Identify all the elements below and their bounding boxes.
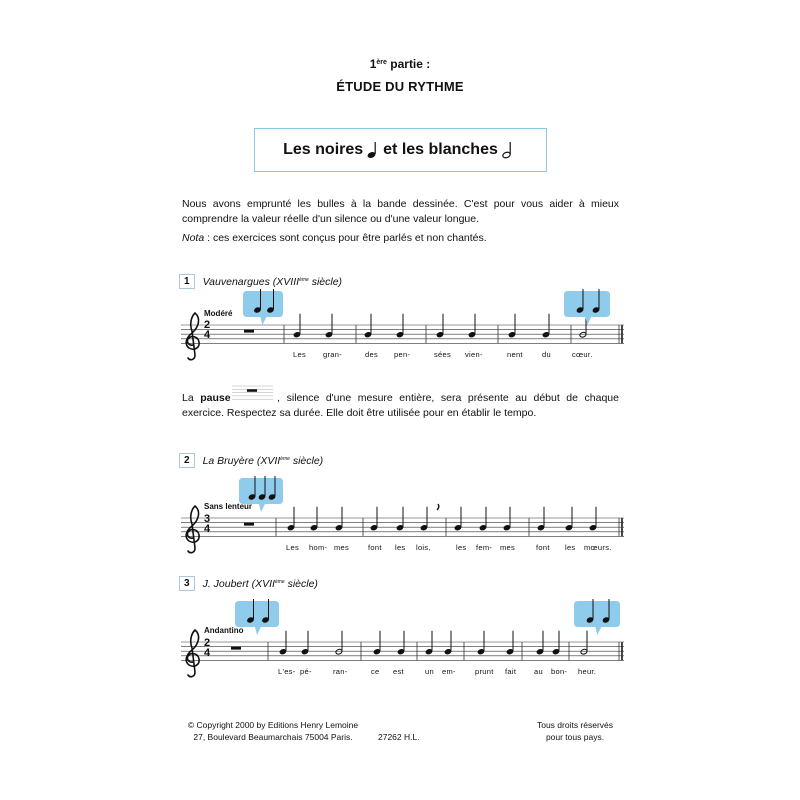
lesson-title-part1: Les noires bbox=[283, 141, 364, 158]
time-signature: 2 4 bbox=[204, 319, 211, 341]
quarter-note-icon bbox=[325, 314, 333, 338]
quarter-note-icon bbox=[542, 314, 550, 338]
quarter-note-icon bbox=[420, 507, 428, 531]
quarter-note-icon bbox=[454, 507, 462, 531]
lyric-syllable: Les bbox=[286, 543, 299, 552]
quarter-note-icon bbox=[444, 631, 452, 655]
lyric-syllable: un bbox=[425, 667, 434, 676]
quarter-note-icon bbox=[364, 314, 372, 338]
lyric-syllable: les bbox=[565, 543, 576, 552]
quarter-note-icon bbox=[301, 631, 309, 655]
exercise-composer: J. Joubert (XVIIème siècle) bbox=[202, 577, 318, 590]
part-heading: 1ère partie : bbox=[369, 57, 431, 71]
exercise-number: 2 bbox=[179, 453, 195, 468]
whole-rest-icon bbox=[232, 386, 273, 399]
lyric-syllable: est bbox=[393, 667, 404, 676]
exercise-number: 3 bbox=[179, 576, 195, 591]
quarter-note-icon bbox=[335, 507, 343, 531]
pause-paragraph: La pause , silence d'une mesure entière, sera présente au début de chaque exercice. Respectez sa durée. Elle doit être utilisée pour en établir le tempo. bbox=[182, 392, 619, 419]
quarter-note-icon bbox=[477, 631, 485, 655]
quarter-note-icon bbox=[468, 314, 476, 338]
whole-rest-icon bbox=[244, 330, 254, 333]
tempo-marking: Modéré bbox=[204, 309, 233, 318]
lyric-syllable: bon- bbox=[551, 667, 568, 676]
lyric-syllable: les bbox=[456, 543, 467, 552]
lyric-syllable: font bbox=[368, 543, 382, 552]
quarter-note-icon bbox=[536, 631, 544, 655]
lyric-syllable: fem- bbox=[476, 543, 493, 552]
lyric-syllable: les bbox=[395, 543, 406, 552]
staff-exercise-2 bbox=[181, 476, 624, 553]
exercise-composer: Vauvenargues (XVIIIème siècle) bbox=[202, 275, 343, 288]
lyric-syllable: mœurs. bbox=[584, 543, 612, 552]
time-signature: 3 4 bbox=[204, 513, 211, 535]
speech-bubble bbox=[574, 599, 620, 635]
treble-clef-icon bbox=[186, 313, 199, 360]
lyric-syllable: sées bbox=[434, 350, 452, 359]
lyric-syllable: Les bbox=[293, 350, 306, 359]
quarter-note-icon bbox=[396, 314, 404, 338]
lyric-syllable: hom- bbox=[309, 543, 328, 552]
whole-rest-icon bbox=[244, 523, 254, 526]
lyric-syllable: cœur. bbox=[572, 350, 593, 359]
quarter-note-icon bbox=[436, 314, 444, 338]
lyric-syllable: vien- bbox=[465, 350, 483, 359]
quarter-note-icon bbox=[287, 507, 295, 531]
quarter-note-icon bbox=[396, 507, 404, 531]
lyric-syllable: font bbox=[536, 543, 550, 552]
time-signature: 2 4 bbox=[204, 637, 211, 659]
lyric-syllable: pé- bbox=[300, 667, 312, 676]
lyric-syllable: du bbox=[542, 350, 551, 359]
exercise-composer: La Bruyère (XVIIème siècle) bbox=[202, 454, 324, 467]
lyric-syllable: ran- bbox=[333, 667, 348, 676]
staff-exercise-3 bbox=[181, 599, 624, 677]
tempo-marking: Andantino bbox=[204, 626, 244, 635]
exercise-number: 1 bbox=[179, 274, 195, 289]
lyric-syllable: prunt bbox=[475, 667, 494, 676]
treble-clef-icon bbox=[186, 630, 199, 677]
lyric-syllable: gran- bbox=[323, 350, 343, 359]
quarter-note-icon bbox=[589, 507, 597, 531]
lyric-syllable: mes bbox=[334, 543, 350, 552]
copyright-notice: © Copyright 2000 by Editions Henry Lemoine 27, Boulevard Beaumarchais 75004 Paris. bbox=[187, 720, 359, 742]
rights-notice: Tous droits réservés pour tous pays. bbox=[536, 720, 614, 742]
quarter-note-icon bbox=[293, 314, 301, 338]
quarter-note-icon bbox=[479, 507, 487, 531]
breath-mark-icon bbox=[437, 504, 439, 510]
nota-line: Nota : ces exercices sont conçus pour être parlés et non chantés. bbox=[182, 232, 487, 244]
lyric-syllable: lois, bbox=[416, 543, 431, 552]
lyric-syllable: mes bbox=[500, 543, 516, 552]
quarter-note-icon bbox=[565, 507, 573, 531]
tempo-marking: Sans lenteur bbox=[204, 502, 253, 511]
lyric-syllable: fait bbox=[505, 667, 517, 676]
quarter-note-icon bbox=[506, 631, 514, 655]
lyric-syllable: L'es- bbox=[278, 667, 296, 676]
quarter-note-icon bbox=[370, 507, 378, 531]
lyric-syllable: em- bbox=[442, 667, 456, 676]
speech-bubble bbox=[564, 289, 610, 325]
quarter-note-icon bbox=[552, 631, 560, 655]
lyric-syllable: au bbox=[534, 667, 543, 676]
quarter-note-icon bbox=[508, 314, 516, 338]
quarter-note-icon bbox=[397, 631, 405, 655]
lyric-syllable: pen- bbox=[394, 350, 411, 359]
intro-paragraph: Nous avons emprunté les bulles à la bande dessinée. C'est pour vous aider à mieux comprendre la valeur réelle d'un silence ou d'une valeur longue. bbox=[182, 198, 619, 225]
quarter-note-icon bbox=[279, 631, 287, 655]
lyric-syllable: nent bbox=[507, 350, 523, 359]
catalog-number: 27262 H.L. bbox=[378, 732, 420, 742]
speech-bubble bbox=[243, 289, 283, 325]
lyric-syllable: des bbox=[365, 350, 378, 359]
section-title: ÉTUDE DU RYTHME bbox=[336, 79, 464, 94]
lesson-title-part2: et les blanches bbox=[383, 141, 498, 158]
quarter-note-icon bbox=[425, 631, 433, 655]
quarter-note-icon bbox=[537, 507, 545, 531]
quarter-note-icon bbox=[310, 507, 318, 531]
quarter-note-icon bbox=[373, 631, 381, 655]
whole-rest-icon bbox=[231, 647, 241, 650]
lyric-syllable: ce bbox=[371, 667, 380, 676]
lyric-syllable: heur. bbox=[578, 667, 597, 676]
quarter-note-icon bbox=[503, 507, 511, 531]
treble-clef-icon bbox=[186, 506, 199, 553]
